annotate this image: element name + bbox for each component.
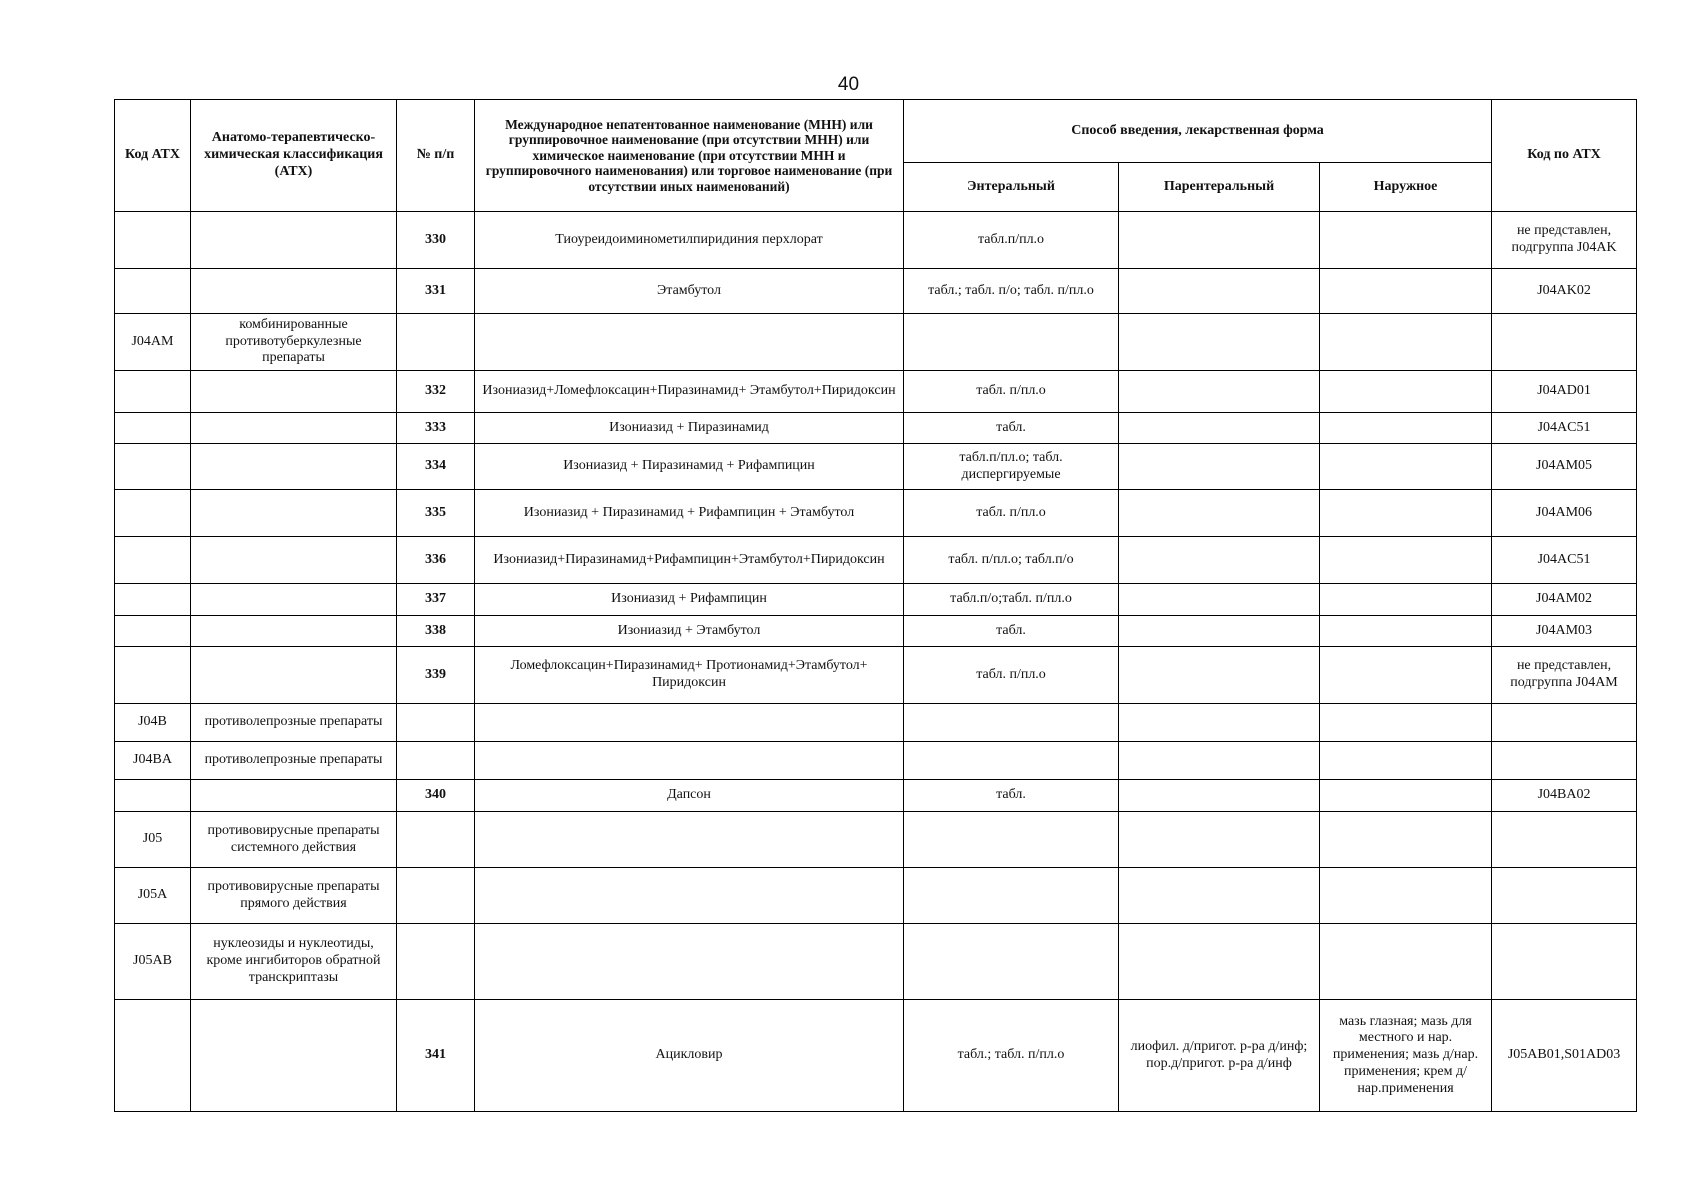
atx-code-cell	[115, 490, 191, 537]
row-number-cell: 341	[397, 1000, 475, 1112]
parenteral-form-cell	[1119, 584, 1320, 616]
row-number-cell: 335	[397, 490, 475, 537]
header-route-group: Способ введения, лекарственная форма	[904, 100, 1492, 163]
row-number-cell: 339	[397, 647, 475, 704]
table-row	[115, 584, 1637, 616]
enteral-form-cell: табл.	[904, 413, 1119, 444]
drug-name-cell	[475, 812, 904, 868]
topical-form-cell	[1320, 537, 1492, 584]
parenteral-form-cell	[1119, 490, 1320, 537]
enteral-form-cell: табл.; табл. п/о; табл. п/пл.о	[904, 269, 1119, 314]
table-row	[115, 371, 1637, 413]
parenteral-form-cell	[1119, 616, 1320, 647]
row-number-cell	[397, 924, 475, 1000]
enteral-form-cell	[904, 812, 1119, 868]
atx-code-value-cell: J04BA02	[1492, 780, 1637, 812]
atx-code-value-cell	[1492, 868, 1637, 924]
topical-form-cell	[1320, 647, 1492, 704]
table-row	[115, 780, 1637, 812]
atx-code-value-cell	[1492, 314, 1637, 371]
parenteral-form-cell	[1119, 371, 1320, 413]
drug-name-cell: Дапсон	[475, 780, 904, 812]
topical-form-cell	[1320, 812, 1492, 868]
drug-name-cell: Изониазид+Ломефлоксацин+Пиразинамид+ Этамбутол+Пиридоксин	[475, 371, 904, 413]
atx-code-value-cell: J04AM05	[1492, 444, 1637, 490]
atx-classification-cell: противолепрозные препараты	[191, 742, 397, 780]
table-row	[115, 444, 1637, 490]
atx-code-cell	[115, 780, 191, 812]
parenteral-form-cell	[1119, 780, 1320, 812]
drug-name-cell: Изониазид+Пиразинамид+Рифампицин+Этамбутол+Пиридоксин	[475, 537, 904, 584]
row-number-cell: 332	[397, 371, 475, 413]
row-number-cell	[397, 812, 475, 868]
table-row	[115, 812, 1637, 868]
row-number-cell: 331	[397, 269, 475, 314]
parenteral-form-cell	[1119, 269, 1320, 314]
drug-name-cell: Этамбутол	[475, 269, 904, 314]
row-number-cell	[397, 742, 475, 780]
table-row	[115, 647, 1637, 704]
table-row	[115, 314, 1637, 371]
parenteral-form-cell	[1119, 647, 1320, 704]
topical-form-cell	[1320, 371, 1492, 413]
parenteral-form-cell	[1119, 212, 1320, 269]
atx-classification-cell	[191, 269, 397, 314]
atx-code-cell	[115, 212, 191, 269]
enteral-form-cell: табл. п/пл.о	[904, 647, 1119, 704]
atx-code-value-cell: J04AC51	[1492, 413, 1637, 444]
parenteral-form-cell	[1119, 742, 1320, 780]
row-number-cell: 336	[397, 537, 475, 584]
atx-code-value-cell: J04AM06	[1492, 490, 1637, 537]
atx-classification-cell	[191, 413, 397, 444]
drug-name-cell	[475, 704, 904, 742]
atx-code-cell: J05A	[115, 868, 191, 924]
header-number: № п/п	[397, 100, 475, 212]
topical-form-cell	[1320, 704, 1492, 742]
enteral-form-cell	[904, 868, 1119, 924]
header-topical: Наружное	[1320, 163, 1492, 212]
drug-name-cell: Изониазид + Пиразинамид	[475, 413, 904, 444]
header-atx-code: Код по АТХ	[1492, 100, 1637, 212]
enteral-form-cell: табл.; табл. п/пл.о	[904, 1000, 1119, 1112]
atx-code-cell	[115, 647, 191, 704]
enteral-form-cell	[904, 924, 1119, 1000]
enteral-form-cell: табл. п/пл.о	[904, 371, 1119, 413]
topical-form-cell	[1320, 780, 1492, 812]
topical-form-cell	[1320, 868, 1492, 924]
atx-code-value-cell: J04AM02	[1492, 584, 1637, 616]
atx-classification-cell	[191, 537, 397, 584]
drug-name-cell	[475, 314, 904, 371]
drug-name-cell: Изониазид + Этамбутол	[475, 616, 904, 647]
atx-classification-cell	[191, 490, 397, 537]
parenteral-form-cell	[1119, 812, 1320, 868]
atx-classification-cell	[191, 584, 397, 616]
drug-name-cell: Ломефлоксацин+Пиразинамид+ Протионамид+Этамбутол+ Пиридоксин	[475, 647, 904, 704]
parenteral-form-cell: лиофил. д/пригот. р-ра д/инф; пор.д/пригот. р-ра д/инф	[1119, 1000, 1320, 1112]
parenteral-form-cell	[1119, 444, 1320, 490]
table-header	[115, 100, 1637, 212]
enteral-form-cell	[904, 742, 1119, 780]
row-number-cell: 337	[397, 584, 475, 616]
table-row	[115, 1000, 1637, 1112]
table-row	[115, 924, 1637, 1000]
atx-classification-cell: противовирусные препараты прямого действия	[191, 868, 397, 924]
row-number-cell: 334	[397, 444, 475, 490]
enteral-form-cell	[904, 314, 1119, 371]
table-body	[115, 212, 1637, 1112]
topical-form-cell	[1320, 490, 1492, 537]
parenteral-form-cell	[1119, 704, 1320, 742]
parenteral-form-cell	[1119, 314, 1320, 371]
parenteral-form-cell	[1119, 868, 1320, 924]
atx-classification-cell: комбинированные противотуберкулезные препараты	[191, 314, 397, 371]
table-row	[115, 868, 1637, 924]
enteral-form-cell: табл. п/пл.о	[904, 490, 1119, 537]
table-row	[115, 212, 1637, 269]
enteral-form-cell: табл.п/пл.о	[904, 212, 1119, 269]
table-row	[115, 704, 1637, 742]
enteral-form-cell: табл.п/пл.о; табл. диспергируемые	[904, 444, 1119, 490]
topical-form-cell: мазь глазная; мазь для местного и нар. применения; мазь д/нар. применения; крем д/нар.применения	[1320, 1000, 1492, 1112]
atx-code-value-cell: J04AD01	[1492, 371, 1637, 413]
topical-form-cell	[1320, 742, 1492, 780]
table-row	[115, 269, 1637, 314]
table-row	[115, 616, 1637, 647]
atx-code-value-cell: не представлен, подгруппа J04AM	[1492, 647, 1637, 704]
parenteral-form-cell	[1119, 537, 1320, 584]
atx-code-cell	[115, 584, 191, 616]
atx-code-cell	[115, 371, 191, 413]
atx-code-value-cell: J04AC51	[1492, 537, 1637, 584]
header-name: Международное непатентованное наименование (МНН) или группировочное наименование (при отсутствии МНН) или химическое наименование (при отсутствии МНН и группировочного наименования) или торговое наименование (при отсутствии иных наименований)	[475, 100, 904, 212]
atx-code-value-cell	[1492, 742, 1637, 780]
atx-code-cell: J04BA	[115, 742, 191, 780]
atx-code-cell: J04AM	[115, 314, 191, 371]
drug-name-cell	[475, 742, 904, 780]
enteral-form-cell: табл.	[904, 616, 1119, 647]
atx-classification-cell	[191, 1000, 397, 1112]
header-code-atx: Код АТХ	[115, 100, 191, 212]
atx-code-cell	[115, 537, 191, 584]
parenteral-form-cell	[1119, 924, 1320, 1000]
atx-code-value-cell	[1492, 924, 1637, 1000]
drug-name-cell	[475, 868, 904, 924]
table-row	[115, 413, 1637, 444]
drug-name-cell	[475, 924, 904, 1000]
topical-form-cell	[1320, 584, 1492, 616]
enteral-form-cell: табл.п/о;табл. п/пл.о	[904, 584, 1119, 616]
row-number-cell: 338	[397, 616, 475, 647]
atx-code-cell: J04B	[115, 704, 191, 742]
topical-form-cell	[1320, 314, 1492, 371]
header-classification: Анатомо-терапевтическо-химическая классификация (АТХ)	[191, 100, 397, 212]
atx-code-value-cell: J04AK02	[1492, 269, 1637, 314]
atx-classification-cell	[191, 444, 397, 490]
atx-code-cell	[115, 269, 191, 314]
drug-name-cell: Изониазид + Рифампицин	[475, 584, 904, 616]
row-number-cell: 333	[397, 413, 475, 444]
atx-code-cell	[115, 616, 191, 647]
header-parenteral: Парентеральный	[1119, 163, 1320, 212]
atx-classification-cell: противолепрозные препараты	[191, 704, 397, 742]
drug-name-cell: Тиоуреидоиминометилпиридиния перхлорат	[475, 212, 904, 269]
row-number-cell	[397, 704, 475, 742]
page-number: 40	[837, 74, 860, 95]
enteral-form-cell: табл.	[904, 780, 1119, 812]
table-row	[115, 537, 1637, 584]
atx-classification-cell	[191, 371, 397, 413]
topical-form-cell	[1320, 616, 1492, 647]
atx-code-cell	[115, 1000, 191, 1112]
atx-code-cell: J05	[115, 812, 191, 868]
atx-classification-cell	[191, 647, 397, 704]
table-row	[115, 742, 1637, 780]
drug-name-cell: Ацикловир	[475, 1000, 904, 1112]
atx-code-cell	[115, 444, 191, 490]
atx-classification-cell	[191, 212, 397, 269]
row-number-cell	[397, 314, 475, 371]
atx-classification-cell	[191, 616, 397, 647]
atx-code-value-cell	[1492, 704, 1637, 742]
atx-classification-cell: нуклеозиды и нуклеотиды, кроме ингибиторов обратной транскриптазы	[191, 924, 397, 1000]
enteral-form-cell: табл. п/пл.о; табл.п/о	[904, 537, 1119, 584]
atx-table	[114, 99, 1637, 1112]
atx-code-value-cell	[1492, 812, 1637, 868]
atx-code-value-cell: не представлен, подгруппа J04AK	[1492, 212, 1637, 269]
atx-classification-cell	[191, 780, 397, 812]
topical-form-cell	[1320, 269, 1492, 314]
table-row	[115, 490, 1637, 537]
topical-form-cell	[1320, 413, 1492, 444]
drug-name-cell: Изониазид + Пиразинамид + Рифампицин	[475, 444, 904, 490]
topical-form-cell	[1320, 924, 1492, 1000]
atx-code-value-cell: J05AB01,S01AD03	[1492, 1000, 1637, 1112]
row-number-cell: 340	[397, 780, 475, 812]
drug-name-cell: Изониазид + Пиразинамид + Рифампицин + Этамбутол	[475, 490, 904, 537]
atx-code-value-cell: J04AM03	[1492, 616, 1637, 647]
enteral-form-cell	[904, 704, 1119, 742]
topical-form-cell	[1320, 444, 1492, 490]
atx-code-cell	[115, 413, 191, 444]
atx-classification-cell: противовирусные препараты системного действия	[191, 812, 397, 868]
topical-form-cell	[1320, 212, 1492, 269]
row-number-cell	[397, 868, 475, 924]
parenteral-form-cell	[1119, 413, 1320, 444]
header-enteral: Энтеральный	[904, 163, 1119, 212]
row-number-cell: 330	[397, 212, 475, 269]
atx-code-cell: J05AB	[115, 924, 191, 1000]
